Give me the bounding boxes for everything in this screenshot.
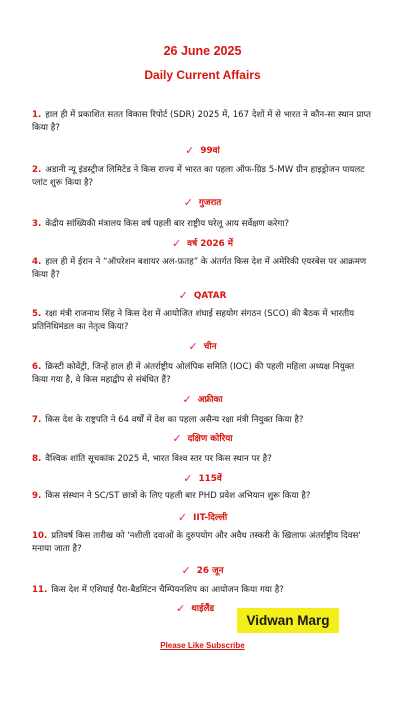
question-number: 1. (32, 110, 42, 120)
question-text: हाल ही में प्रकाशित सतत विकास रिपोर्ट (SDR) 2025 में, 167 देशों में से भारत ने कौन-सा स्थान प्राप्त किया है? (32, 110, 372, 133)
subscribe-link[interactable]: Please Like Subscribe (160, 641, 245, 650)
question-number: 2. (32, 165, 42, 175)
check-icon: ✓ (183, 196, 193, 209)
question-5 (32, 308, 372, 334)
question-number: 4. (32, 257, 42, 267)
answer-5 (0, 341, 405, 353)
check-icon: ✓ (172, 432, 182, 445)
check-icon: ✓ (176, 602, 186, 615)
answer-4 (0, 290, 405, 302)
question-number: 11. (32, 585, 48, 595)
brand-badge: Vidwan Marg (237, 608, 339, 633)
question-8 (32, 453, 372, 466)
question-2 (32, 164, 372, 190)
answer-text: 26 जून (196, 566, 224, 576)
question-3 (32, 218, 372, 231)
question-10 (32, 530, 372, 556)
answer-text: वर्ष 2026 में (187, 239, 234, 249)
question-number: 5. (32, 309, 42, 319)
question-text: किस देश के राष्ट्रपति ने 64 वर्षों में देश का पहला असैन्य रक्षा मंत्री नियुक्त किया है? (45, 415, 304, 425)
question-text: क्रिस्टी कोवेंट्री, जिन्हें हाल ही में अंतर्राष्ट्रीय ओलंपिक समिति (IOC) की पहली महिला अध्यक्ष नियुक्त किया गया है, वे किस महाद्वीप से संबंधित हैं? (32, 362, 355, 385)
check-icon: ✓ (181, 564, 191, 577)
answer-10 (0, 565, 405, 577)
question-7 (32, 414, 372, 427)
answer-2 (0, 197, 405, 209)
check-icon: ✓ (177, 511, 188, 524)
answer-3 (0, 238, 405, 250)
question-number: 8. (32, 454, 42, 464)
page-date: 26 June 2025 (163, 44, 242, 58)
answer-1 (0, 145, 405, 157)
question-number: 9. (32, 491, 42, 501)
answer-8 (0, 473, 405, 485)
answer-text: 99वां (200, 146, 220, 156)
answer-text: दक्षिण कोरिया (187, 434, 233, 444)
question-text: किस देश में एशियाई पैरा-बैडमिंटन चैम्पियनशिप का आयोजन किया गया है? (51, 585, 284, 595)
question-1 (32, 109, 372, 135)
question-4 (32, 256, 372, 282)
question-text: केंद्रीय सांख्यिकी मंत्रालय किस वर्ष पहली बार राष्ट्रीय घरेलू आय सर्वेक्षण करेगा? (45, 219, 290, 229)
question-9 (32, 490, 372, 503)
answer-text: QATAR (193, 291, 227, 301)
question-number: 3. (32, 219, 42, 229)
check-icon: ✓ (188, 340, 198, 353)
question-number: 7. (32, 415, 42, 425)
question-text: रक्षा मंत्री राजनाथ सिंह ने किस देश में आयोजित शंघाई सहयोग संगठन (SCO) की बैठक में भारतीय प्रतिनिधिमंडल का नेतृत्व किया? (32, 309, 355, 332)
question-6 (32, 361, 372, 387)
answer-7 (0, 433, 405, 445)
question-text: वैश्विक शांति सूचकांक 2025 में, भारत विश्व स्तर पर किस स्थान पर है? (45, 454, 272, 464)
check-icon: ✓ (178, 289, 188, 302)
answer-text: IIT-दिल्ली (193, 513, 228, 523)
answer-text: चीन (203, 342, 217, 352)
question-11 (32, 584, 372, 597)
page-title: Daily Current Affairs (144, 68, 261, 82)
answer-11 (176, 603, 214, 615)
question-text: प्रतिवर्ष किस तारीख को 'नशीली दवाओं के दुरुपयोग और अवैध तस्करी के खिलाफ अंतर्राष्ट्रीय दिवस' मनाया जाता है? (32, 531, 361, 554)
check-icon: ✓ (185, 144, 195, 157)
question-text: किस संस्थान ने SC/ST छात्रों के लिए पहली बार PHD प्रवेश अभियान शुरू किया है? (45, 491, 311, 501)
check-icon: ✓ (183, 472, 193, 485)
question-number: 6. (32, 362, 42, 372)
question-number: 10. (32, 531, 48, 541)
answer-text: अफ्रीका (197, 395, 223, 405)
answer-6 (0, 394, 405, 406)
check-icon: ✓ (171, 237, 182, 250)
answer-text: थाईलैंड (191, 604, 215, 614)
check-icon: ✓ (182, 393, 192, 406)
question-text: अडानी न्यू इंडस्ट्रीज लिमिटेड ने किस राज्य में भारत का पहला ऑफ-ग्रिड 5-MW ग्रीन हाइड्रोजन पायलट प्लांट शुरू किया है? (32, 165, 365, 188)
answer-text: 115वें (198, 474, 222, 484)
answer-9 (0, 512, 405, 524)
answer-text: गुजरात (198, 198, 222, 208)
question-text: हाल ही में ईरान ने “ऑपरेशन बशायर अल-फ़तह” के अंतर्गत किस देश में अमेरिकी एयरबेस पर आक्रमण किया है? (32, 257, 367, 280)
